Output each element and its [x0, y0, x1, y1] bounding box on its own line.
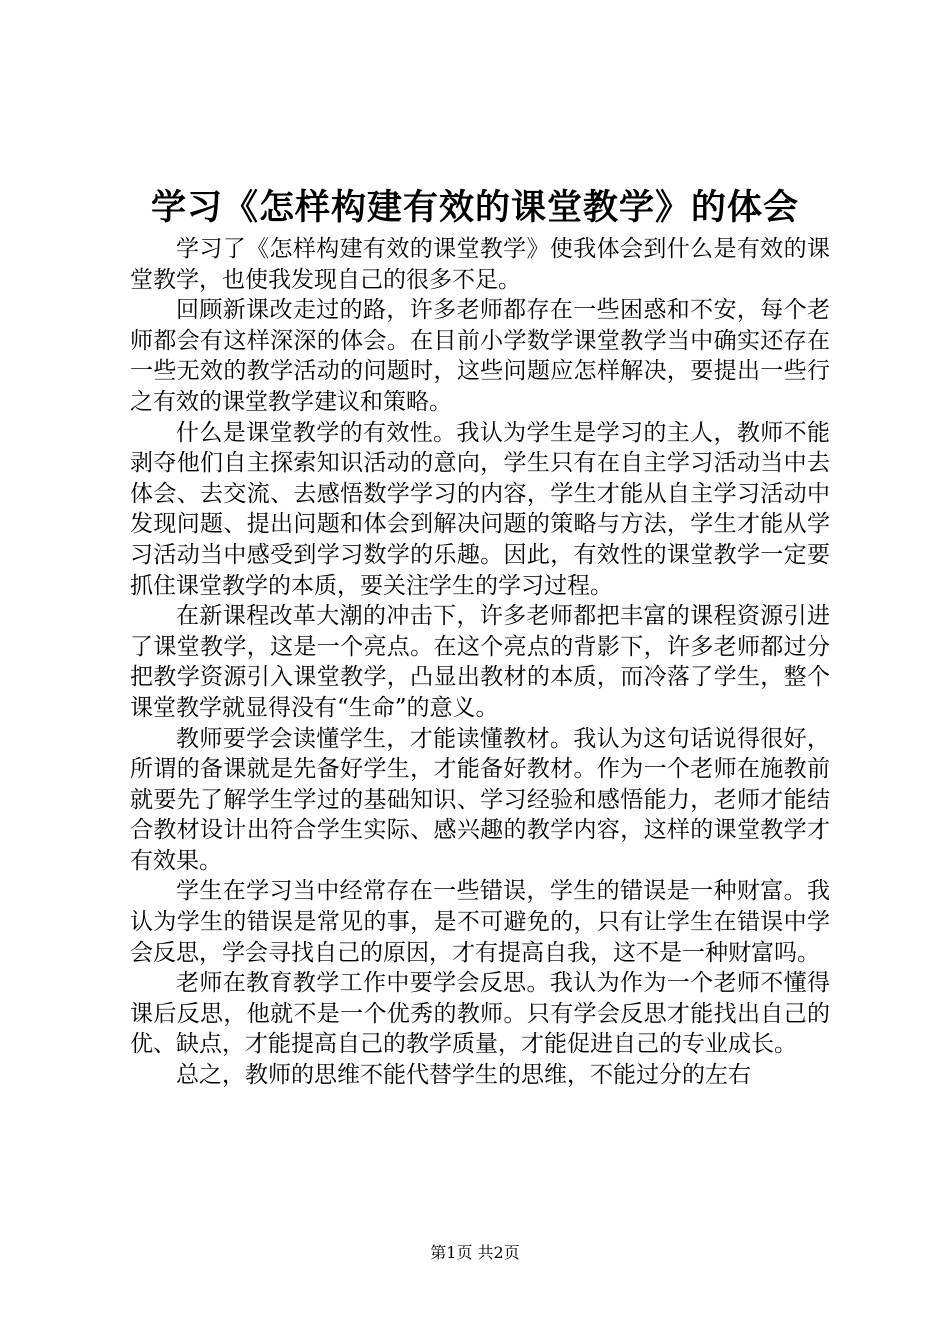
- document-body: [130, 234, 830, 1091]
- paragraph-2: 回顾新课改走过的路，许多老师都存在一些困惑和不安，每个老师都会有这样深深的体会。在目前小学数学课堂教学当中确实还存在一些无效的教学活动的问题时，这些问题应怎样解决，要提出一些行之有效的课堂教学建议和策略。: [130, 297, 830, 415]
- paragraph-7: 老师在教育教学工作中要学会反思。我认为作为一个老师不懂得课后反思，他就不是一个优秀的教师。只有学会反思才能找出自己的优、缺点，才能提高自己的教学质量，才能促进自己的专业成长。: [130, 970, 830, 1058]
- page-indicator: 第1页 共2页: [430, 1243, 520, 1262]
- paragraph-1: 学习了《怎样构建有效的课堂教学》使我体会到什么是有效的课堂教学，也使我发现自己的很多不足。: [130, 236, 830, 293]
- paragraph-6: 学生在学习当中经常存在一些错误，学生的错误是一种财富。我认为学生的错误是常见的事，是不可避免的，只有让学生在错误中学会反思，学会寻找自己的原因，才有提高自我，这不是一种财富吗。: [130, 878, 830, 966]
- paragraph-5: 教师要学会读懂学生，才能读懂教材。我认为这句话说得很好，所谓的备课就是先备好学生，才能备好教材。作为一个老师在施教前就要先了解学生学过的基础知识、学习经验和感悟能力，老师才能结合教材设计出符合学生实际、感兴趣的教学内容，这样的课堂教学才有效果。: [130, 725, 830, 874]
- paragraph-8: 总之，教师的思维不能代替学生的思维，不能过分的左右: [176, 1062, 751, 1089]
- paragraph-4: 在新课程改革大潮的冲击下，许多老师都把丰富的课程资源引进了课堂教学，这是一个亮点。在这个亮点的背影下，许多老师都过分把教学资源引入课堂教学，凸显出教材的本质，而冷落了学生，整个课堂教学就显得没有“生命”的意义。: [130, 603, 830, 721]
- paragraph-3: 什么是课堂教学的有效性。我认为学生是学习的主人，教师不能剥夺他们自主探索知识活动的意向，学生只有在自主学习活动当中去体会、去交流、去感悟数学学习的内容，学生才能从自主学习活动中发现问题、提出问题和体会到解决问题的策略与方法，学生才能从学习活动当中感受到学习数学的乐趣。因此，有效性的课堂教学一定要抓住课堂教学的本质，要关注学生的学习过程。: [130, 419, 830, 599]
- document-title: 学习《怎样构建有效的课堂教学》的体会: [150, 187, 799, 228]
